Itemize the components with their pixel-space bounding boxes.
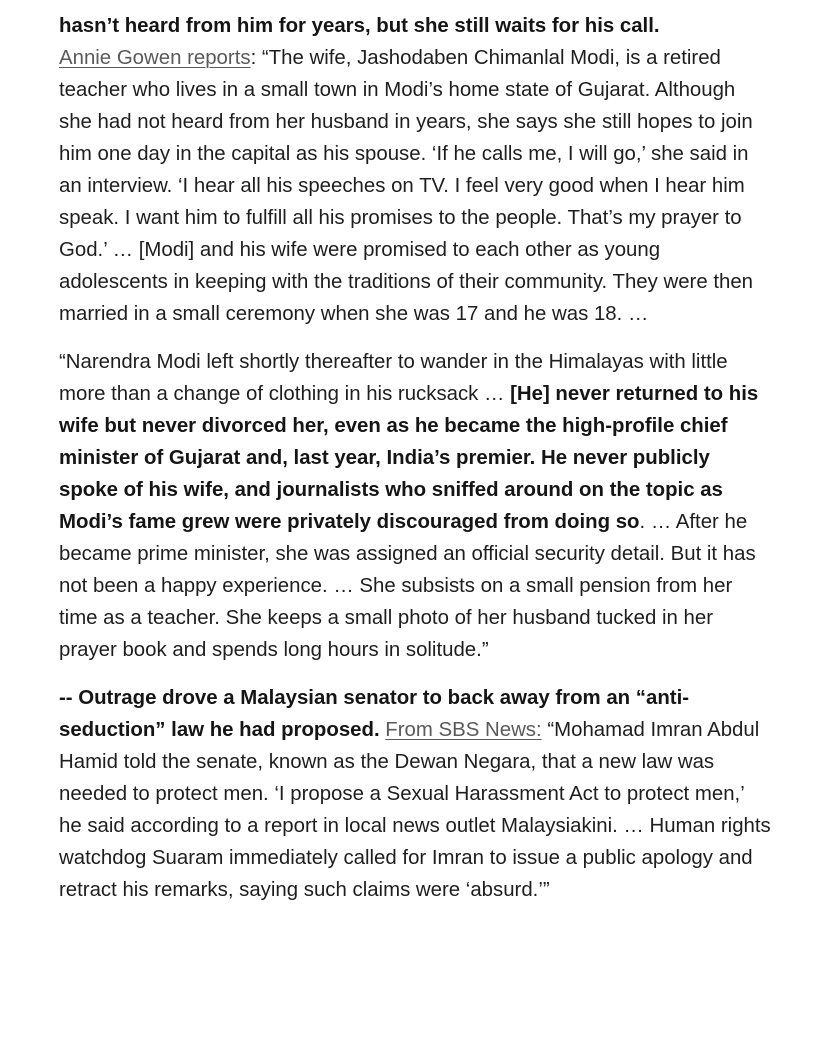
paragraph-modi-himalayas — [59, 346, 771, 666]
headline-fragment: hasn’t heard from him for years, but she still waits for his call. — [59, 15, 660, 37]
paragraph-malaysian-senator — [59, 682, 771, 906]
paragraph-jashodaben — [59, 10, 771, 330]
article-body — [59, 10, 771, 922]
bold-emphasis: [He] never returned to his wife but never divorced her, even as he became the high-profile chief minister of Gujarat and, last year, India’s premier. He never publicly spoke of his wife, and journalists who sniffed around on the topic as Modi’s fame grew were privately discouraged from doing so — [59, 383, 759, 533]
sbs-news-link[interactable]: From SBS News: — [385, 719, 542, 741]
paragraph-text-end: . … After he became prime minister, she was assigned an official security detail. But it has not been a happy experience. … She subsists on a small pension from her time as a teacher. She keeps a small photo of her husband tucked in her prayer book and spends long hours in solitude.” — [59, 511, 756, 661]
paragraph-text-start: “Narendra Modi left shortly thereafter to wander in the Himalayas with little more than a change of clothing in his rucksack … — [59, 351, 728, 405]
paragraph-text: : “The wife, Jashodaben Chimanlal Modi, is a retired teacher who lives in a small town in Modi’s home state of Gujarat. Although she had not heard from her husband in years, she says she still hopes to join him one day in the capital as his spouse. ‘If he calls me, I will go,’ she said in an interview. ‘I hear all his speeches on TV. I feel very good when I hear him speak. I want him to fulfill all his promises to the people. That’s my prayer to God.’ … [Modi] and his wife were promised to each other as young adolescents in keeping with the traditions of their community. They were then married in a small ceremony when she was 17 and he was 18. … — [59, 47, 754, 325]
paragraph-text: “Mohamad Imran Abdul Hamid told the senate, known as the Dewan Negara, that a new law was needed to protect men. ‘I propose a Sexual Harassment Act to protect men,’ he said according to a report in local news outlet Malaysiakini. … Human rights watchdog Suaram immediately called for Imran to issue a public apology and retract his remarks, saying such claims were ‘absurd.’” — [59, 719, 771, 901]
annie-gowen-link[interactable]: Annie Gowen reports — [59, 47, 251, 69]
item-headline: -- Outrage drove a Malaysian senator to back away from an “anti-seduction” law he had proposed. — [59, 687, 690, 741]
